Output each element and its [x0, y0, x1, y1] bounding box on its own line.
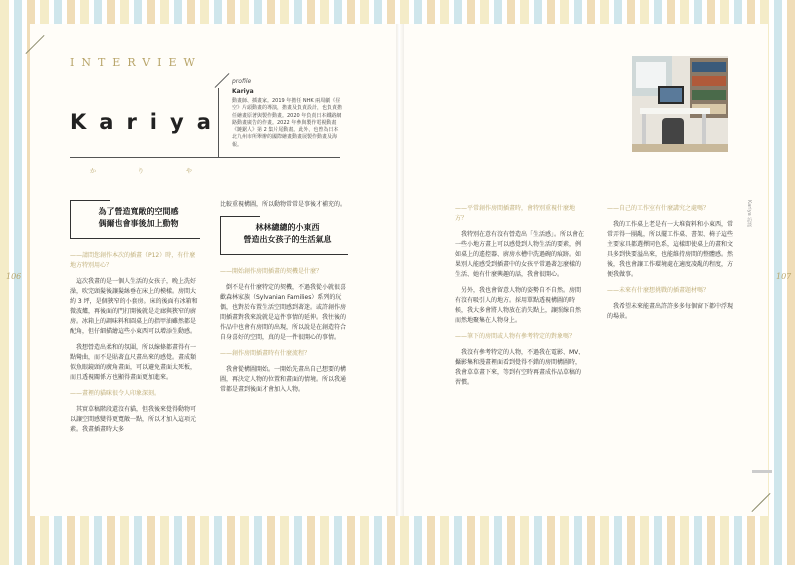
question-5: ——平常創作房間插畫時，會特別重視什麼地方？: [455, 205, 576, 222]
answer-paragraph: 這次我畫的是一個人生活的女孩子，晚上洗好澡，吹完頭髮後讓髮絲垂在床上的模樣。房間大約 3 坪，是個狹窄的小套房。床的後面有冰箱和微波爐，再後面的門打開後就是走廊與狹窄的廚房。冰箱上的調味料和圓桌上的指甲油雖然都是配角，但仔細描繪這些小東西可以增添生動感。: [70, 278, 198, 335]
title-underline: [70, 157, 340, 158]
section-label: INTERVIEW: [70, 56, 202, 69]
side-tag: Kariya 訪談: [746, 200, 752, 228]
answer-paragraph: 我特別在意有沒有營造出「生活感」。所以會在一些小地方畫上可以感覺到人物生活的要素，例如桌上的遙控器、廚房水槽中洗過碗的痕跡。如果別人能感受到插畫中的女孩平常過著怎麼樣的生活、她有什麼興趣的話，我會很開心。: [455, 231, 585, 278]
bookmark-ribbon: [752, 470, 772, 473]
question-7: ——自己的工作室有什麼講究之處嗎？: [607, 205, 710, 212]
question-4: ——創作房間插畫時有什麼流程？: [220, 350, 311, 357]
answer-paragraph: 我會從構圖開始。一開始先畫出自己想要的構圖，再決定人物的位置和畫面的情境。所以我通常都是畫到後面才會加入人物。: [220, 366, 347, 393]
right-column-2: [607, 200, 737, 328]
answer-paragraph: 我想營造出柔和的氛圍，所以線條都畫得有一點彎曲，而不是貼著直尺畫出來的感覺。畫成類似魚眼鏡頭的廣角畫面，可以避免畫面太死板，而且透視關係方也顯得畫面更加進來。: [70, 344, 197, 381]
question-2: ——畫裡的貓咪很令人印象深刻。: [70, 390, 161, 397]
right-column-1: [455, 200, 585, 394]
profile-bio: 動畫師、插畫家。2019 年擔任 NHK 兩周劇《昼空》片頭動畫的導演，擔畫及負責設計，也負責擔任繪畫原著與製作動畫。2020 年負責日本鐵路網路動畫廣告的作畫。2022 年參與製作電視動畫《鏈鋸人》第 2 集片尾動畫。此外，也曾為日本北九州市所舉辦的國際繪畫動畫展製作動畫及海報。: [232, 98, 343, 148]
answer-paragraph: 我的工作桌上老是有一大堆資料和小東西，常常弄得一團亂，所以擺工作桌、書架、椅子這些主要家具都選擇同色系，這樣即使桌上的畫和文具多到快要溢出來，也能維持房間的整體感。然後，我也會讓工作環境處在適度凌亂的程度，方便我做事。: [607, 221, 734, 278]
book-gutter: [396, 24, 404, 516]
answer-paragraph: 其實草稿階段還沒有貓，但我後來覺得動物可以讓空間感變得更寬敞一點，所以才加入這項元素。我畫插畫時大多: [70, 406, 197, 433]
pull-quote-2-text: 林林總總的小東西 營造出女孩子的生活氣息: [243, 223, 332, 244]
question-6: ——筆下的房間或人物有參考特定的對象嗎？: [455, 333, 576, 340]
answer-paragraph: 另外，我也會留意人物的姿勢自不自然。房間有沒有吸引人的地方。採用單點透視構圖的時候，我大多會將人物放在消失點上，讓照線自然而然地聚集在人物身上。: [455, 287, 582, 324]
pull-quote-2: [220, 216, 348, 255]
answer-paragraph: 我希望未來能畫出許許多多每個窗下都中浮現的場景。: [607, 303, 734, 320]
question-3: ——開始創作房間插畫的契機是什麼？: [220, 268, 323, 275]
profile-bracket-vertical: [218, 88, 219, 158]
answer-paragraph: 倒不是有什麼特定的契機，不過我從小就很喜歡森林家族（Sylvanian Families）系列的玩偶，也對於布置生活空間感到著迷。或許創作房間插畫對我來說就是這件事情的延伸。我往後的作品中也會有房間的出現，所以說是在創造符合自身喜好的空間，真的是一件很開心的事情。: [220, 284, 347, 341]
page-number-left: 106: [6, 272, 22, 281]
profile-name: Kariya: [232, 88, 254, 95]
profile-script-label: profile: [232, 78, 252, 85]
left-column-2: [220, 200, 348, 401]
pull-quote-1: [70, 200, 200, 239]
workspace-photo: [632, 56, 728, 152]
answer-paragraph: 我沒有參考特定的人物，不過我在電影、MV、攝影集和漫畫裡面看到覺得不錯的房間構圖時，我會草草畫下來，等到有空時再畫成作品草稿的習慣。: [455, 349, 585, 386]
interviewee-name: Kariya: [70, 110, 224, 134]
question-8: ——未來有什麼想挑戰的插畫題材嗎？: [607, 287, 710, 294]
left-column-1: [70, 200, 200, 441]
pull-quote-1-text: 為了營造寬敞的空間感 偶爾也會事後加上動物: [98, 207, 179, 228]
name-furigana: か り や: [90, 168, 212, 175]
question-1: ——請問您創作本次的插畫（P12）時，有什麼地方特別用心？: [70, 252, 196, 269]
answer-paragraph: 比較重視構圖，所以動物常常是事後才補充的。: [220, 201, 347, 208]
page-number-right: 107: [776, 272, 792, 281]
